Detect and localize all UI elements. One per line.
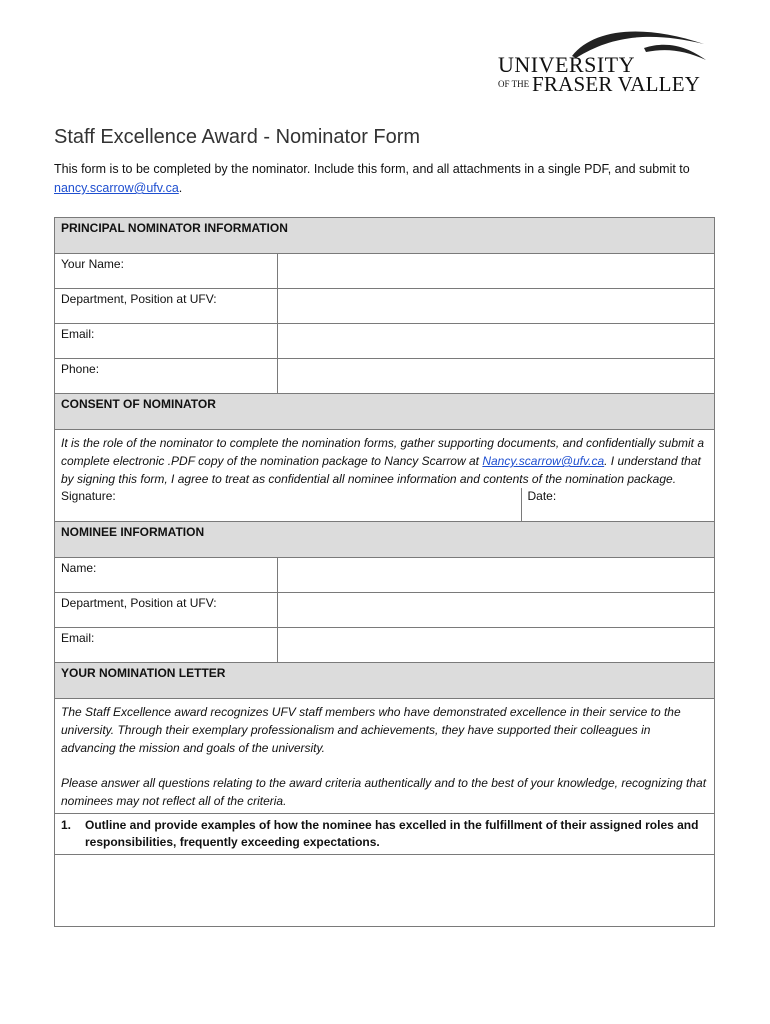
principal-department-input[interactable] (278, 289, 715, 324)
signature-label: Signature: (61, 489, 116, 503)
page-title: Staff Excellence Award - Nominator Form (54, 126, 421, 148)
letter-text (55, 699, 715, 814)
consent-text-row (55, 430, 715, 489)
principal-email-label: Email: (55, 324, 278, 359)
letter-paragraph-2: Please answer all questions relating to the award criteria authentically and to the best of your knowledge, recognizing that nominees may not reflect all of the criteria. (61, 776, 707, 808)
logo-university-text: UNIVERSITY (498, 52, 635, 77)
nominee-email-label: Email: (55, 628, 278, 663)
nominee-email-input[interactable] (278, 628, 715, 663)
letter-header: YOUR NOMINATION LETTER (55, 663, 715, 699)
section-header-letter (55, 663, 715, 699)
logo-fraser-valley-text: FRASER VALLEY (532, 72, 701, 96)
intro-email-link[interactable]: nancy.scarrow@ufv.ca (54, 181, 179, 195)
principal-row-phone (55, 359, 715, 394)
principal-phone-input[interactable] (278, 359, 715, 394)
consent-text-after: . I understand that by signing this form, I agree to treat as confidential all nominee information and contents of the nomination package. (61, 454, 701, 486)
consent-text (55, 430, 715, 489)
principal-header: PRINCIPAL NOMINATOR INFORMATION (55, 218, 715, 254)
nominee-department-label: Department, Position at UFV: (55, 593, 278, 628)
question-1-answer-input[interactable] (55, 855, 715, 927)
intro-paragraph (54, 160, 724, 198)
question-1-answer-row (55, 855, 715, 927)
principal-row-email (55, 324, 715, 359)
consent-email-link[interactable]: Nancy.scarrow@ufv.ca (482, 454, 605, 468)
nominee-name-label: Name: (55, 558, 278, 593)
consent-header: CONSENT OF NOMINATOR (55, 394, 715, 430)
nominee-row-email (55, 628, 715, 663)
intro-text: This form is to be completed by the nominator. Include this form, and all attachments in a single PDF, and submit to (54, 162, 690, 176)
principal-phone-label: Phone: (55, 359, 278, 394)
section-header-principal (55, 218, 715, 254)
principal-email-input[interactable] (278, 324, 715, 359)
question-1-text: Outline and provide examples of how the nominee has excelled in the fulfillment of their assigned roles and responsibilities, frequently exceeding expectations. (85, 818, 699, 849)
ufv-logo (494, 26, 710, 98)
principal-department-label: Department, Position at UFV: (55, 289, 278, 324)
nominee-department-input[interactable] (278, 593, 715, 628)
question-1 (55, 814, 715, 855)
signature-field[interactable] (55, 488, 521, 521)
principal-name-label: Your Name: (55, 254, 278, 289)
nominee-row-department (55, 593, 715, 628)
nomination-form-table (54, 217, 715, 927)
principal-row-name (55, 254, 715, 289)
consent-signature-row (55, 488, 715, 522)
question-1-number: 1. (61, 818, 72, 832)
question-1-row (55, 814, 715, 855)
date-field[interactable] (521, 488, 714, 521)
principal-name-input[interactable] (278, 254, 715, 289)
intro-end: . (178, 181, 183, 195)
letter-text-row (55, 699, 715, 814)
nominee-row-name (55, 558, 715, 593)
section-header-consent (55, 394, 715, 430)
nominee-name-input[interactable] (278, 558, 715, 593)
consent-text-before: It is the role of the nominator to complete the nomination forms, gather supporting documents, and confidentially submit a complete electronic .PDF copy of the nomination package to Nancy Scarrow at (61, 436, 705, 468)
section-header-nominee (55, 522, 715, 558)
logo-of-the-text: OF THE (498, 79, 530, 89)
signature-date-table (55, 488, 714, 521)
date-label: Date: (527, 489, 557, 503)
letter-paragraph-1: The Staff Excellence award recognizes UFV staff members who have demonstrated excellence in their service to the university. Through their exemplary professionalism and achievements, they have supported their colleagues in advancing the mission and goals of the university. (61, 705, 681, 755)
nominee-header: NOMINEE INFORMATION (55, 522, 715, 558)
principal-row-department (55, 289, 715, 324)
